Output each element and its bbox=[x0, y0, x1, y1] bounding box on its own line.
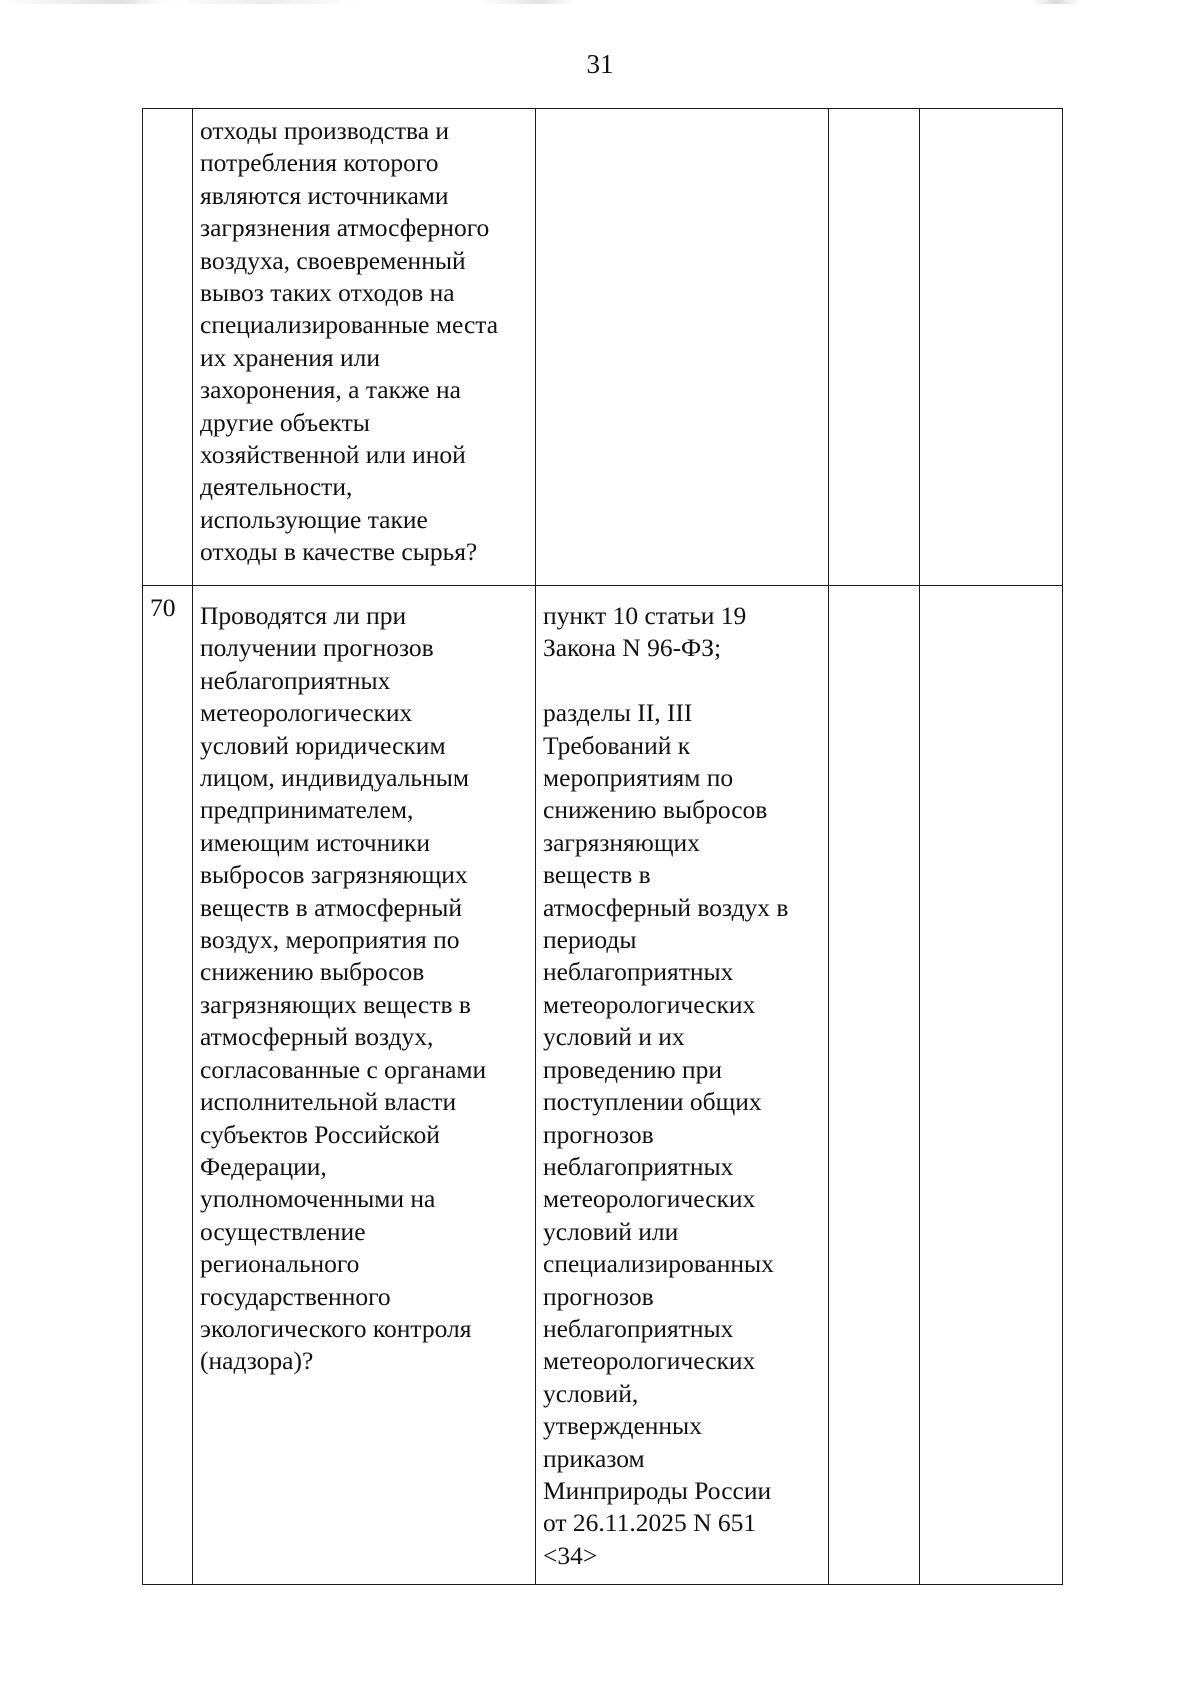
answer-cell bbox=[829, 109, 920, 586]
row-number-cell: 70 bbox=[143, 586, 193, 1585]
question-text: Проводятся ли при получении прогнозов неблагоприятных метеорологических условий юридическим лицом, индивидуальным предпринимателем, имеющим источники выбросов загрязняющих веществ в атмосферный воздух, мероприятия по снижению выбросов загрязняющих веществ в атмосферный воздух, согласованные с органами исполнительной власти субъектов Российской Федерации, уполномоченными на осуществление регионального государственного экологического контроля (надзора)? bbox=[200, 601, 487, 1376]
reference-cell bbox=[536, 109, 829, 586]
question-cell bbox=[193, 109, 536, 586]
note-cell bbox=[920, 586, 1063, 1585]
question-cell bbox=[193, 586, 536, 1585]
table-row bbox=[143, 586, 1063, 1585]
answer-cell bbox=[829, 586, 920, 1585]
scan-edge-artifact bbox=[0, 0, 1200, 4]
reference-text: пункт 10 статьи 19 Закона N 96-ФЗ; разделы II, III Требований к мероприятиям по снижению выбросов загрязняющих веществ в атмосферный воздух в периоды неблагоприятных метеорологических условий и их проведению при поступлении общих прогнозов неблагоприятных метеорологических условий или специализированных прогнозов неблагоприятных метеорологических условий, утвержденных приказом Минприроды России от 26.11.2025 N 651 <34> bbox=[543, 601, 789, 1570]
checklist-table bbox=[142, 108, 1063, 1585]
row-number-cell bbox=[143, 109, 193, 586]
note-cell bbox=[920, 109, 1063, 586]
table-row bbox=[143, 109, 1063, 586]
reference-cell bbox=[536, 586, 829, 1585]
page-number: 31 bbox=[586, 49, 614, 79]
question-text: отходы производства и потребления которого являются источниками загрязнения атмосферного воздуха, своевременный вывоз таких отходов на специализированные места их хранения или захоронения, а также на другие объекты хозяйственной или иной деятельности, использующие такие отходы в качестве сырья? bbox=[200, 116, 499, 567]
